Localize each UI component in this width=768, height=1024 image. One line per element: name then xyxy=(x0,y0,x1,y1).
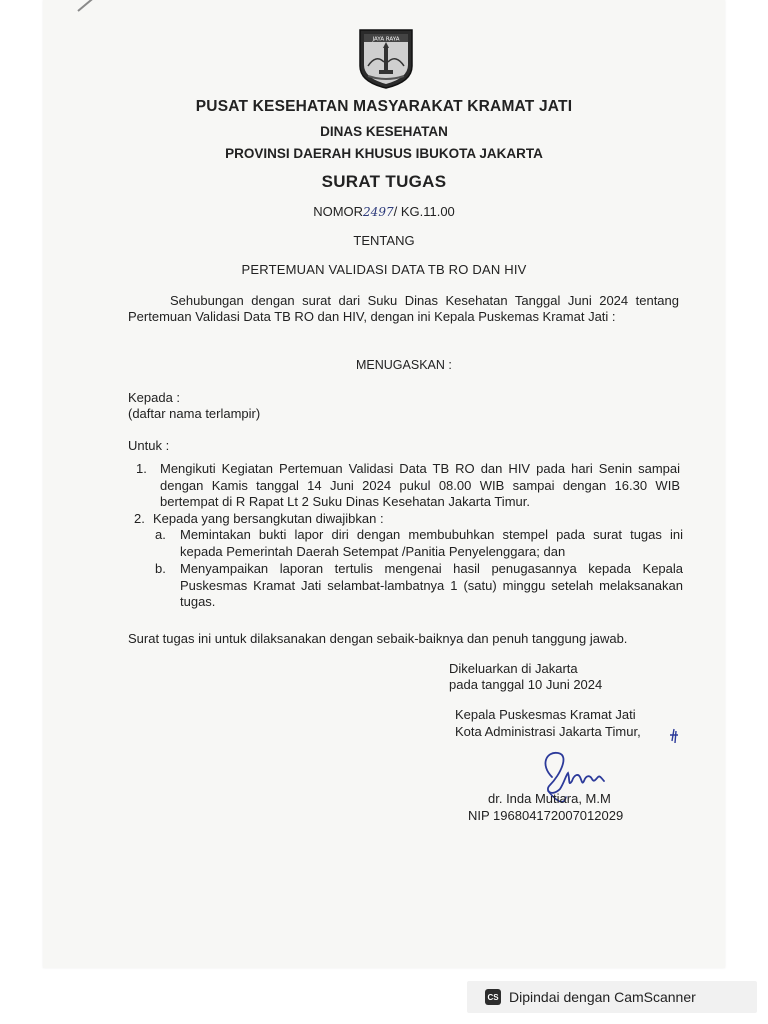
province-name: PROVINSI DAERAH KHUSUS IBUKOTA JAKARTA xyxy=(225,146,543,161)
issuance-place: Dikeluarkan di Jakarta xyxy=(449,661,578,676)
document-title: SURAT TUGAS xyxy=(321,172,447,191)
issuance-date: pada tanggal 10 Juni 2024 xyxy=(449,677,603,692)
signatory-position: Kepala Puskesmas Kramat Jati xyxy=(455,707,636,722)
to-value: (daftar nama terlampir) xyxy=(128,406,261,421)
organization-name: PUSAT KESEHATAN MASYARAKAT KRAMAT JATI xyxy=(195,98,573,115)
paraf-mark-icon xyxy=(667,727,681,747)
signatory-name: dr. Inda Mutiara, M.M xyxy=(488,791,611,806)
camscanner-watermark xyxy=(467,981,757,1013)
number-prefix: NOMOR xyxy=(313,204,364,219)
to-label: Kepada : xyxy=(128,390,181,405)
department-name: DINAS KESEHATAN xyxy=(320,124,448,139)
document-number xyxy=(43,204,725,219)
number-suffix: / KG.11.00 xyxy=(393,204,455,219)
subitem-b-number: b. xyxy=(155,561,166,576)
jakarta-emblem-icon xyxy=(356,26,416,90)
camscanner-logo-icon: CS xyxy=(485,989,501,1005)
number-handwritten: 2497 xyxy=(363,205,394,219)
signatory-nip: NIP 196804172007012029 xyxy=(468,808,624,823)
item-2-text: Kepada yang bersangkutan diwajibkan : xyxy=(153,511,384,526)
intro-paragraph xyxy=(128,293,679,324)
subitem-b-text: Menyampaikan laporan tertulis mengenai hasil penugasannya kepada Kepala Puskesmas Kramat Jati selambat-lambatnya 1 (satu) minggu setelah melaksanakan tugas. xyxy=(180,561,683,609)
camscanner-label: Dipindai dengan CamScanner xyxy=(509,989,696,1005)
intro-text: Sehubungan dengan surat dari Suku Dinas Kesehatan Tanggal Juni 2024 tentang Pertemuan Validasi Data TB RO dan HIV, dengan ini Kepala Puskemas Kramat Jati : xyxy=(128,293,679,324)
item-1-text: Mengikuti Kegiatan Pertemuan Validasi Data TB RO dan HIV pada hari Senin sampai dengan Kamis tanggal 14 Juni 2024 pukul 08.00 WIB sampai dengan 16.30 WIB bertempat di R Rapat Lt 2 Suku Dinas Kesehatan Jakarta Timur. xyxy=(160,461,680,509)
item-2-number: 2. xyxy=(134,511,145,526)
emblem-motto: JAYA RAYA xyxy=(372,36,400,43)
item-1-number: 1. xyxy=(136,461,147,476)
assigning-label: MENUGASKAN : xyxy=(356,358,452,372)
subitem-a-number: a. xyxy=(155,527,166,542)
about-label: TENTANG xyxy=(353,233,415,248)
signatory-office: Kota Administrasi Jakarta Timur, xyxy=(455,724,641,739)
subitem-a-text: Memintakan bukti lapor diri dengan membubuhkan stempel pada surat tugas ini kepada Pemerintah Daerah Setempat /Panitia Penyelenggara; dan xyxy=(180,527,683,559)
purpose-label: Untuk : xyxy=(128,438,170,453)
closing-statement: Surat tugas ini untuk dilaksanakan dengan sebaik-baiknya dan penuh tanggung jawab. xyxy=(128,631,628,646)
document-subject: PERTEMUAN VALIDASI DATA TB RO DAN HIV xyxy=(241,262,527,277)
